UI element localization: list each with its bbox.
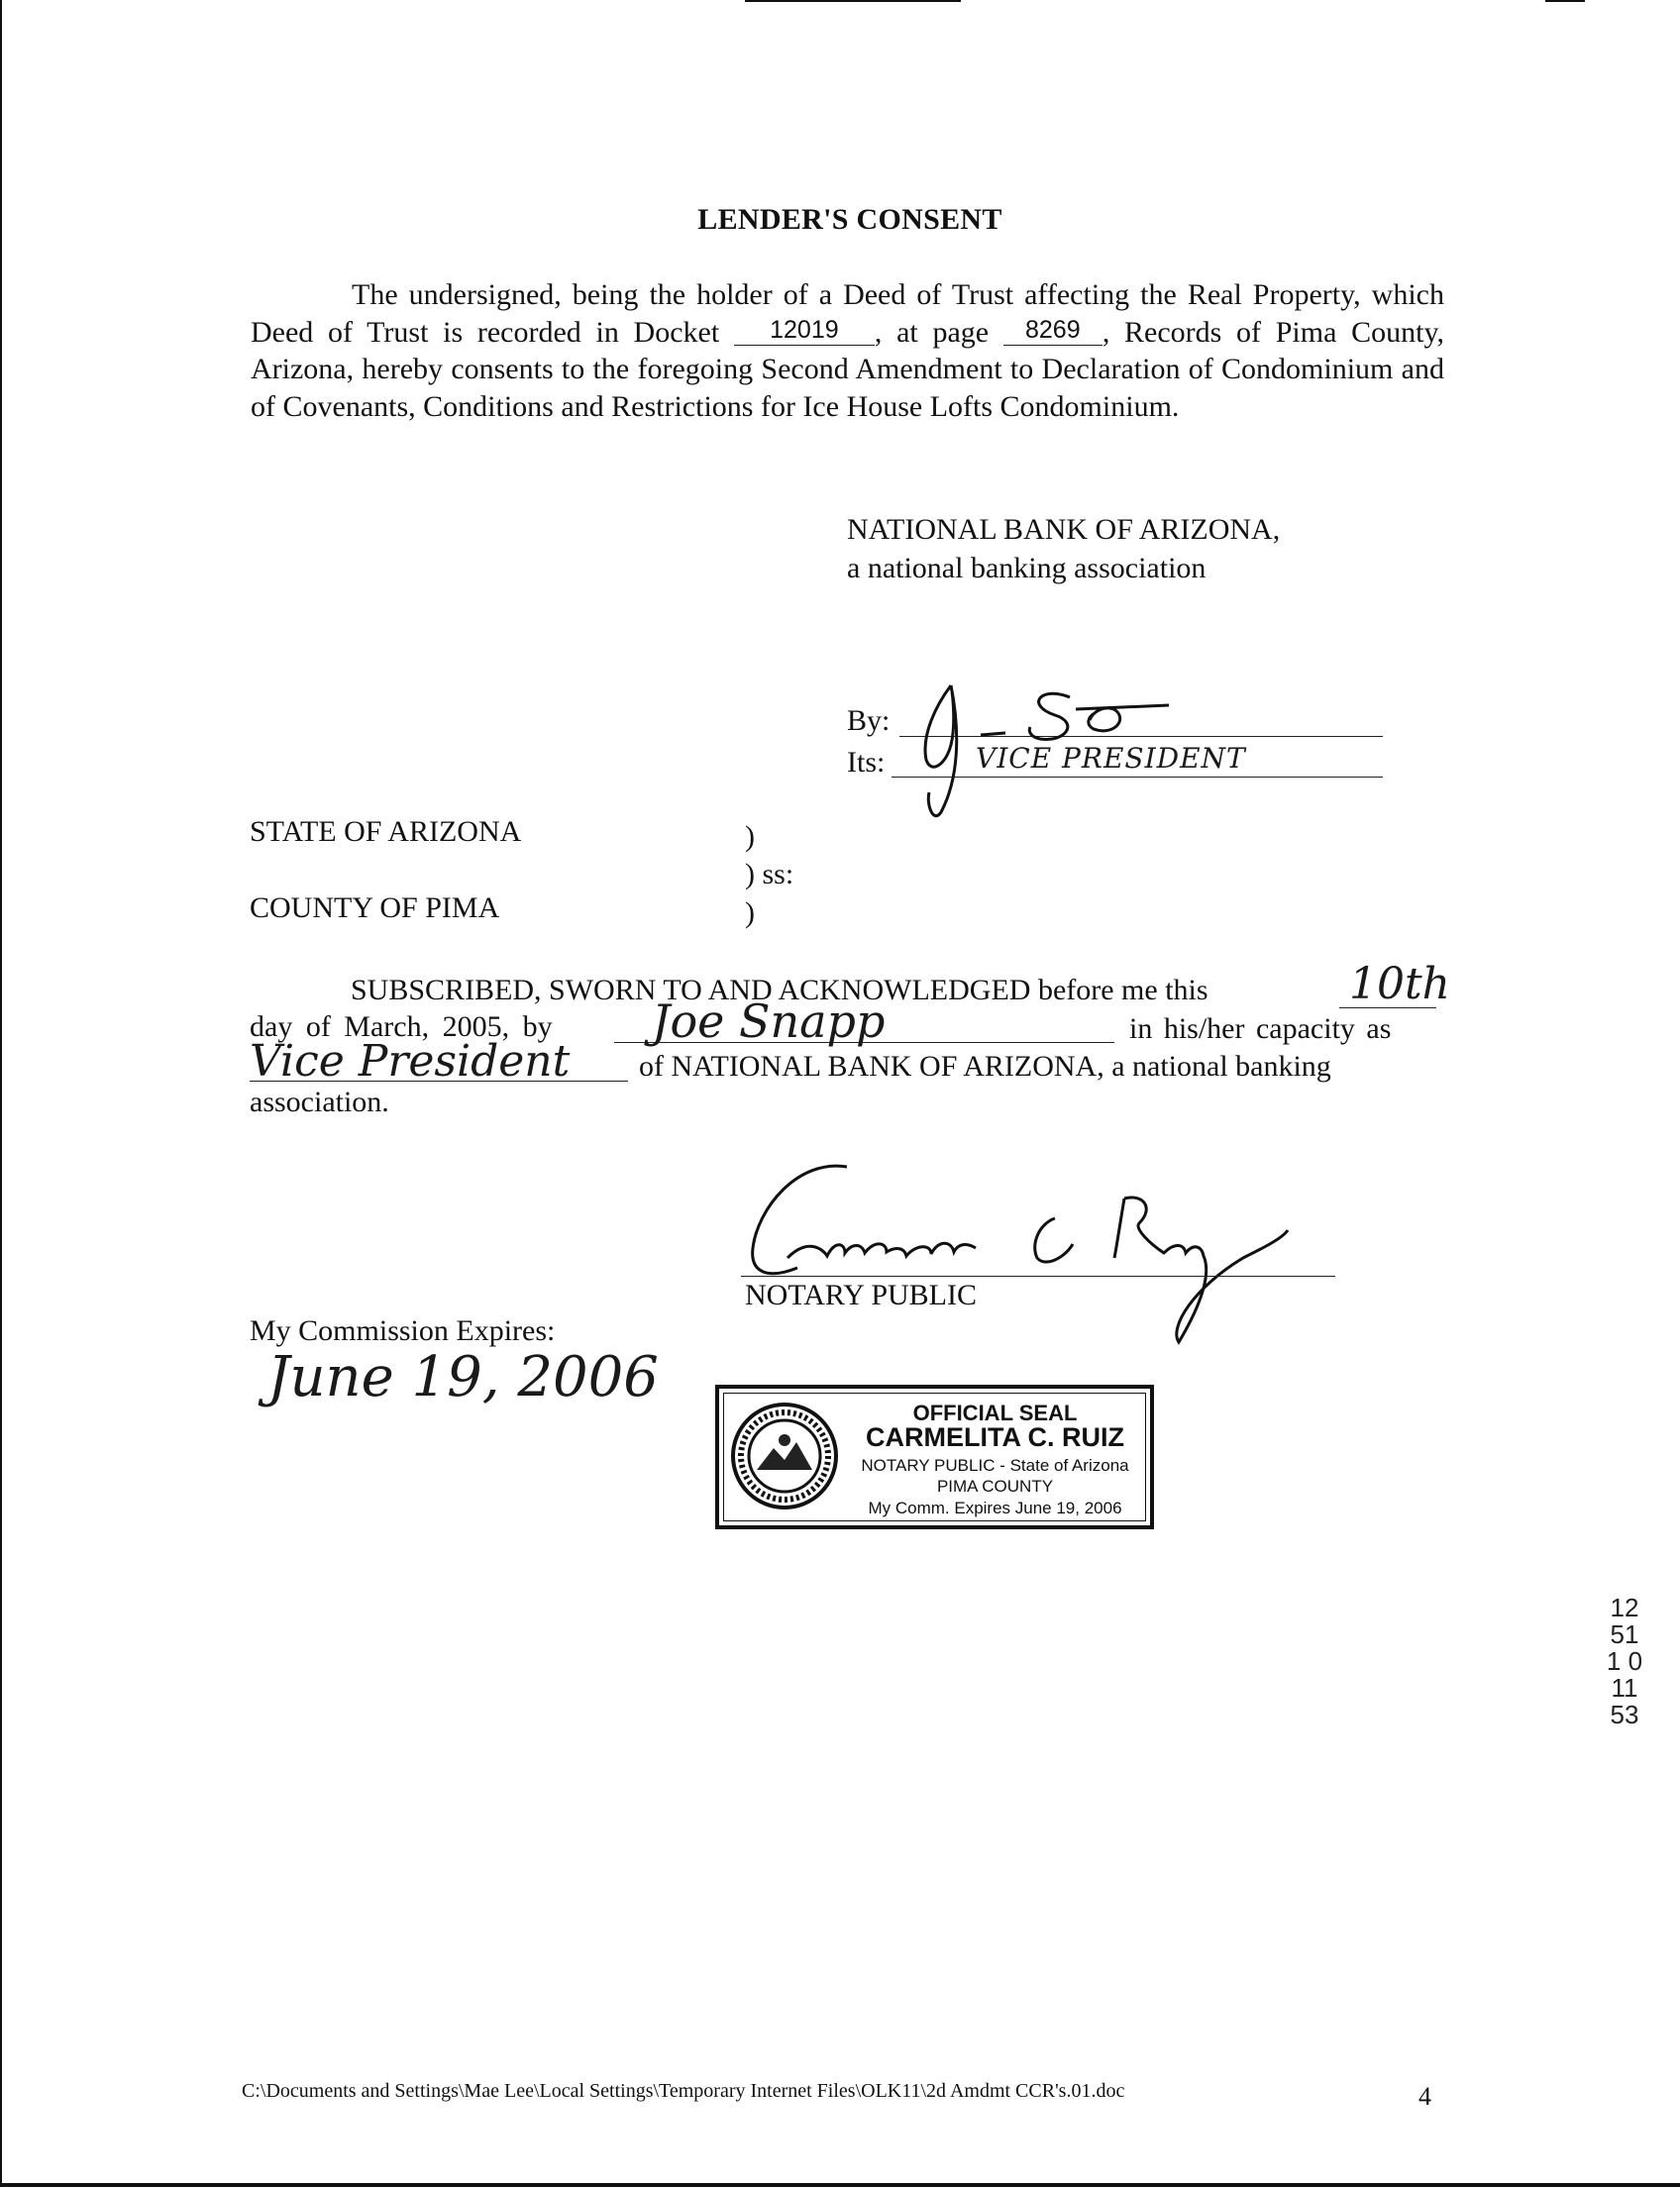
seal-line-3: NOTARY PUBLIC - State of Arizona	[861, 1456, 1129, 1475]
ack-day-handwritten: 10th	[1349, 959, 1451, 1009]
lender-signature	[882, 666, 1199, 824]
document-title: LENDER'S CONSENT	[697, 203, 1002, 236]
venue-paren-top: )	[745, 820, 755, 853]
scan-edge-bottom	[0, 2183, 1680, 2187]
official-seal-stamp	[715, 1385, 1154, 1529]
side-recording-stamp	[1605, 1595, 1644, 1728]
its-value-handwritten: VICE PRESIDENT	[976, 742, 1246, 775]
lender-name: NATIONAL BANK OF ARIZONA,	[847, 513, 1281, 546]
scan-edge-top-mark	[745, 0, 961, 2]
by-label: By:	[847, 704, 891, 737]
ack-line-2b: in his/her capacity as	[1129, 1012, 1392, 1045]
ack-signer-handwritten: Joe Snapp	[652, 994, 886, 1048]
venue-paren-bottom: )	[745, 896, 755, 929]
scan-edge-left	[0, 0, 2, 2187]
ack-capacity-handwritten: Vice President	[250, 1036, 571, 1087]
seal-line-4: PIMA COUNTY	[936, 1477, 1054, 1496]
notary-signature	[728, 1149, 1342, 1347]
seal-line-2: CARMELITA C. RUIZ	[866, 1422, 1124, 1452]
lender-description: a national banking association	[847, 552, 1207, 584]
footer-file-path: C:\Documents and Settings\Mae Lee\Local Settings\Temporary Internet Files\OLK11\2d Amdmt CCR's.01.doc	[242, 2080, 1125, 2102]
arizona-state-seal-icon	[729, 1401, 840, 1511]
page-number-field: 8269	[1003, 315, 1102, 346]
ack-line-1: SUBSCRIBED, SWORN TO AND ACKNOWLEDGED before me this	[351, 974, 1208, 1006]
notary-label: NOTARY PUBLIC	[745, 1279, 978, 1311]
paragraph-text-2: , at page	[874, 315, 990, 349]
seal-line-5: My Comm. Expires June 19, 2006	[868, 1499, 1122, 1517]
commission-label: My Commission Expires:	[250, 1314, 556, 1347]
ack-line-4: association.	[250, 1086, 389, 1118]
ack-line-2a: day of March, 2005, by	[250, 1010, 553, 1043]
commission-date-handwritten: June 19, 2006	[267, 1345, 659, 1409]
consent-paragraph	[251, 276, 1444, 425]
scan-edge-top-mark-right	[1545, 0, 1585, 2]
state-label: STATE OF ARIZONA	[250, 815, 522, 848]
footer-page-number: 4	[1418, 2082, 1431, 2111]
seal-line-1: OFFICIAL SEAL	[912, 1401, 1078, 1425]
ack-line-3: of NATIONAL BANK OF ARIZONA, a national banking	[639, 1050, 1331, 1083]
county-label: COUNTY OF PIMA	[250, 891, 500, 924]
venue-ss: ) ss:	[745, 858, 794, 890]
docket-number: 12019	[734, 315, 875, 346]
side-stamp-text: 12511 01153	[1606, 1593, 1643, 1729]
paragraph-text-1: The undersigned, being the holder of a Deed of Trust affecting the Real Property, which Deed of Trust is recorded in Docket	[251, 278, 1444, 349]
its-label: Its:	[847, 746, 886, 779]
paragraph-text-3: , Records of Pima County, Arizona, hereby consents to the foregoing Second Amendment to Declaration of Condominium and of Covenants, Conditions and Restrictions for Ice House Lofts Condominium.	[251, 315, 1445, 423]
